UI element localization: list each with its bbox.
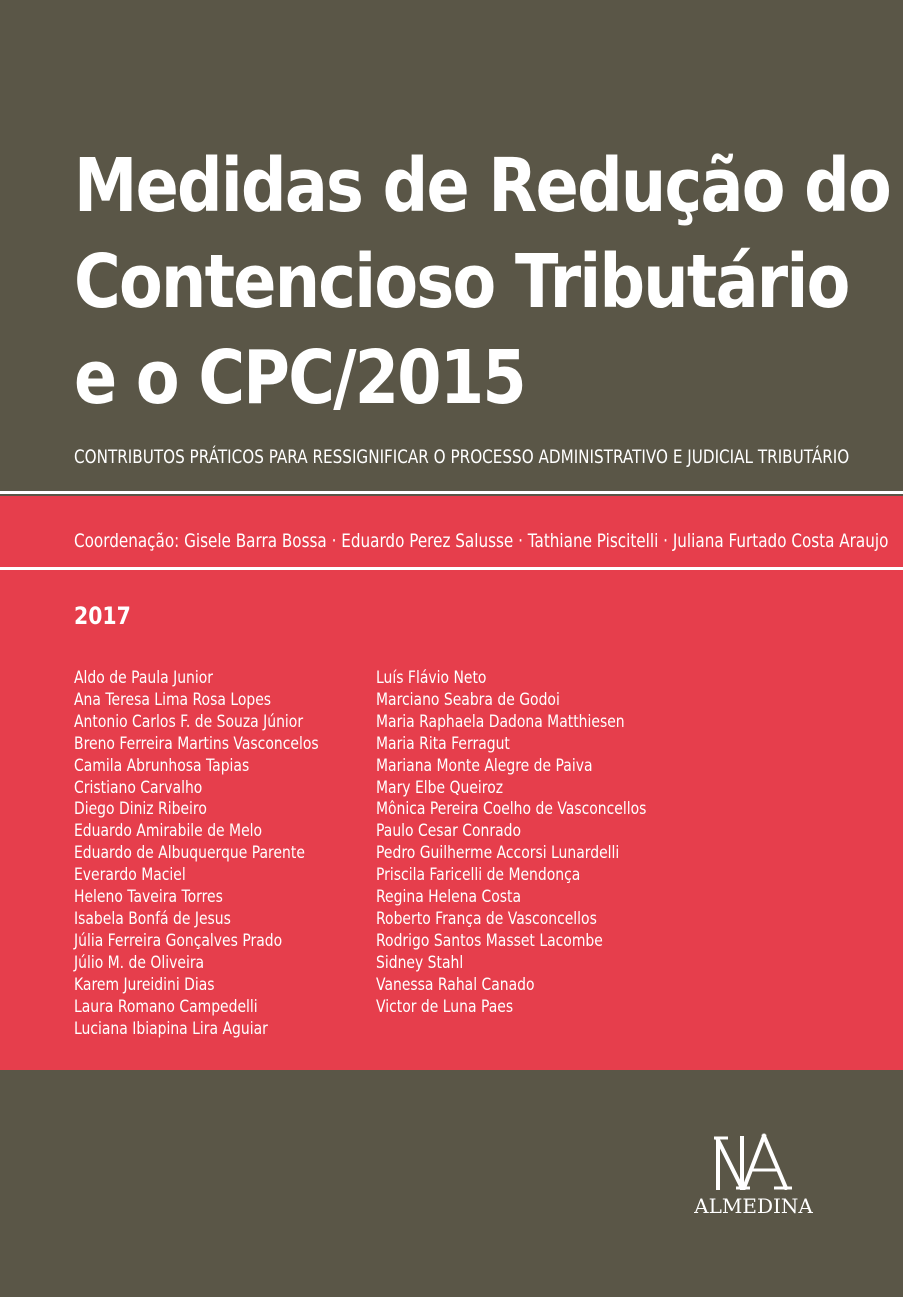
author-name: Karem Jureidini Dias (74, 974, 215, 995)
divider-middle (0, 567, 903, 570)
title-line-1: Medidas de Redução do (74, 143, 891, 229)
publisher-logo (686, 1132, 821, 1222)
authors-column-right (376, 668, 646, 1019)
authors-column-left (74, 668, 319, 1040)
author-name: Paulo Cesar Conrado (376, 821, 522, 842)
author-name: Mariana Monte Alegre de Paiva (376, 755, 593, 776)
book-subtitle: CONTRIBUTOS PRÁTICOS PARA RESSIGNIFICAR O PROCESSO ADMINISTRATIVO E JUDICIAL TRIBUTÁRIO (74, 446, 850, 468)
author-name: Rodrigo Santos Masset Lacombe (376, 930, 603, 951)
author-name: Breno Ferreira Martins Vasconcelos (74, 733, 319, 754)
author-name: Regina Helena Costa (376, 887, 522, 908)
author-name: Maria Raphaela Dadona Matthiesen (376, 711, 625, 732)
author-name: Marciano Seabra de Godoi (376, 689, 560, 710)
author-name: Ana Teresa Lima Rosa Lopes (74, 689, 272, 710)
author-name: Maria Rita Ferragut (376, 733, 510, 754)
author-name: Luís Flávio Neto (376, 668, 487, 688)
author-name: Priscila Faricelli de Mendonça (376, 865, 581, 886)
author-name: Eduardo de Albuquerque Parente (74, 843, 305, 864)
author-name: Mary Elbe Queiroz (376, 777, 504, 798)
author-name: Victor de Luna Paes (376, 996, 514, 1017)
book-title (74, 138, 891, 426)
author-name: Camila Abrunhosa Tapias (74, 755, 250, 776)
title-line-3: e o CPC/2015 (74, 335, 525, 421)
author-name: Antonio Carlos F. de Souza Júnior (74, 711, 304, 732)
author-name: Júlio M. de Oliveira (74, 952, 205, 973)
author-name: Cristiano Carvalho (74, 777, 203, 798)
author-name: Laura Romano Campedelli (74, 996, 258, 1017)
author-name: Júlia Ferreira Gonçalves Prado (74, 930, 283, 951)
author-name: Eduardo Amirabile de Melo (74, 821, 263, 842)
author-name: Everardo Maciel (74, 865, 186, 886)
author-name: Vanessa Rahal Canado (376, 974, 535, 995)
publication-year: 2017 (74, 602, 131, 630)
author-name: Mônica Pereira Coelho de Vasconcellos (376, 799, 647, 820)
author-name: Diego Diniz Ribeiro (74, 799, 207, 820)
author-name: Aldo de Paula Junior (74, 668, 214, 688)
title-line-2: Contencioso Tributário (74, 239, 849, 325)
author-name: Heleno Taveira Torres (74, 887, 223, 908)
almedina-logo-icon (712, 1132, 794, 1190)
publisher-name: ALMEDINA (694, 1194, 813, 1218)
author-name: Sidney Stahl (376, 952, 464, 973)
author-name: Pedro Guilherme Accorsi Lunardelli (376, 843, 620, 864)
coordination-line: Coordenação: Gisele Barra Bossa · Eduardo Perez Salusse · Tathiane Piscitelli · Juliana Furtado Costa Araujo (74, 530, 889, 552)
author-name: Luciana Ibiapina Lira Aguiar (74, 1018, 268, 1039)
divider-top (0, 491, 903, 494)
author-name: Isabela Bonfá de Jesus (74, 908, 231, 929)
author-name: Roberto França de Vasconcellos (376, 908, 597, 929)
